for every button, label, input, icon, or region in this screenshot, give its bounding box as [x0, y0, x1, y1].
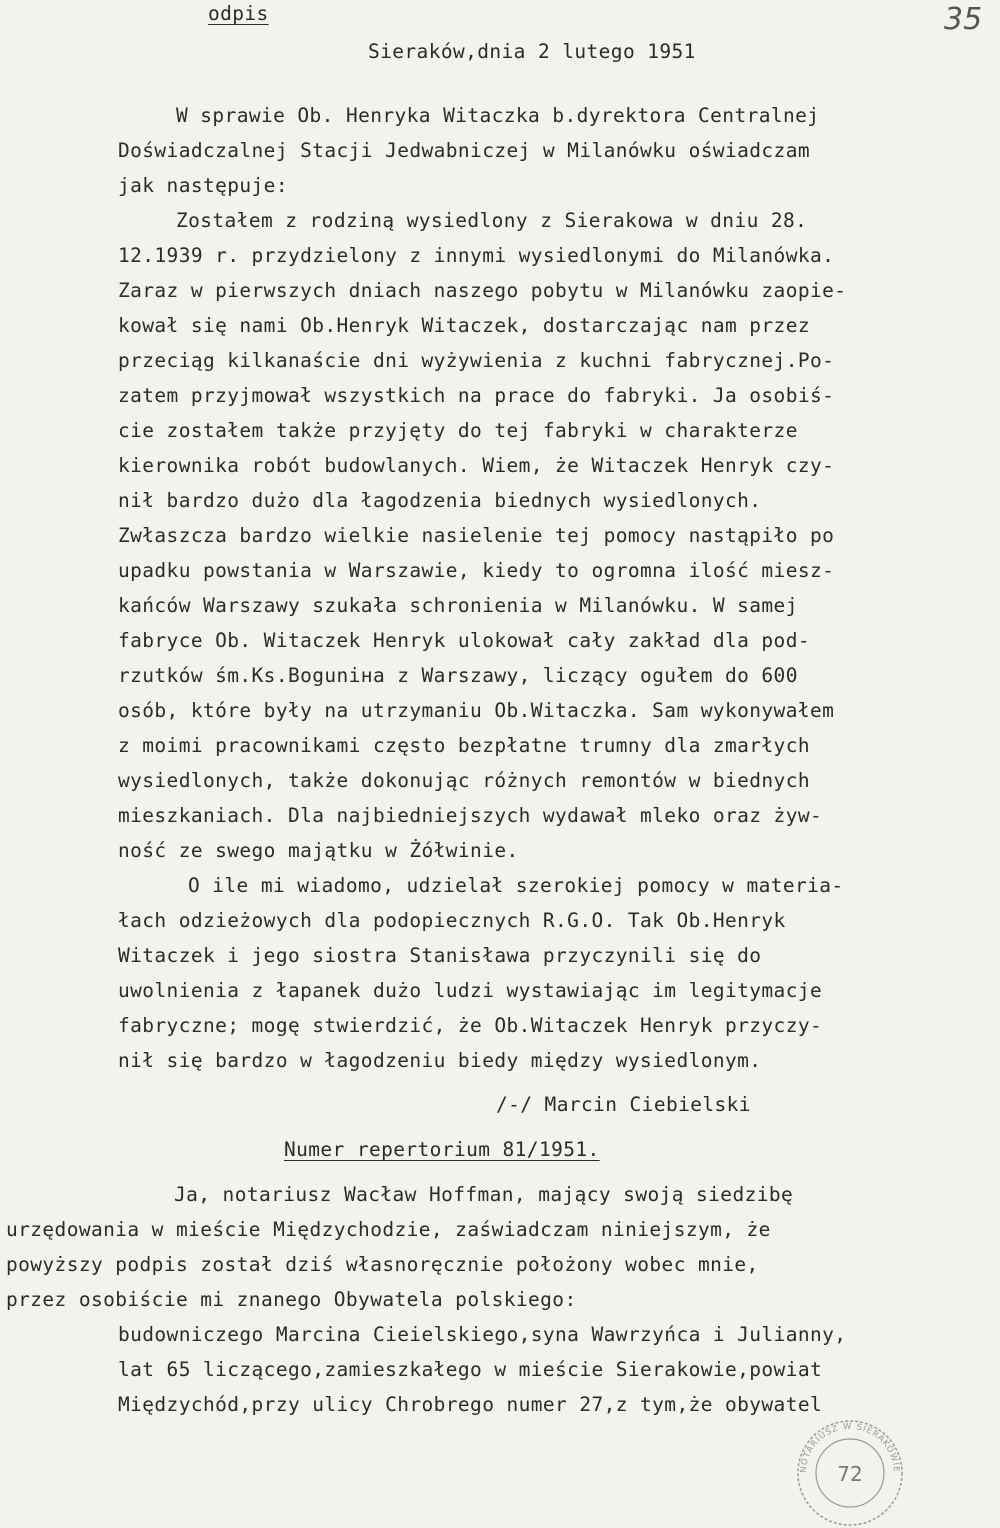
statement-line: cie zostałem także przyjęty do tej fabryki w charakterze	[118, 419, 798, 442]
statement-line: uwolnienia z łapanek dużo ludzi wystawiając im legitymacje	[118, 979, 823, 1002]
statement-line: 12.1939 r. przydzielony z innymi wysiedlonymi do Milanówka.	[118, 244, 835, 267]
statement-line: kował się nami Ob.Henryk Witaczek, dostarczając nam przez	[118, 314, 810, 337]
statement-line: fabryczne; mogę stwierdzić, że Ob.Witaczek Henryk przyczy-	[118, 1014, 823, 1037]
notary-stamp	[790, 1418, 910, 1528]
statement-line: Doświadczalnej Stacji Jedwabniczej w Milanówku oświadczam	[118, 139, 810, 162]
notary-line: urzędowania w mieście Międzychodzie, zaświadczam niniejszym, że	[6, 1218, 771, 1241]
signature: /-/ Marcin Ciebielski	[496, 1093, 751, 1116]
stamp-number: 72	[837, 1462, 863, 1486]
notary-line: lat 65 liczącego,zamieszkałego w mieście Sierakowie,powiat	[118, 1358, 823, 1381]
statement-line: zatem przyjmował wszystkich na prace do fabryki. Ja osobiś-	[118, 384, 835, 407]
statement-line: upadku powstania w Warszawie, kiedy to ogromna ilość miesz-	[118, 559, 835, 582]
notary-line: Międzychód,przy ulicy Chrobrego numer 27,z tym,że obywatel	[118, 1393, 823, 1416]
statement-line: nił bardzo dużo dla łagodzenia biednych wysiedlonych.	[118, 489, 762, 512]
statement-line: osób, które były na utrzymaniu Ob.Witaczka. Sam wykonywałem	[118, 699, 835, 722]
page-number: 35	[944, 2, 983, 37]
notary-line: powyższy podpis został dziś własnoręcznie położony wobec mnie,	[6, 1253, 759, 1276]
statement-line: Witaczek i jego siostra Stanisława przyczynili się do	[118, 944, 762, 967]
statement-line: ność ze swego majątku w Żółwinie.	[118, 839, 519, 862]
statement-line: Zwłaszcza bardzo wielkie nasielenie tej pomocy nastąpiło po	[118, 524, 835, 547]
statement-line: łach odzieżowych dla podopiecznych R.G.O. Tak Ob.Henryk	[118, 909, 786, 932]
statement-line: O ile mi wiadomo, udzielał szerokiej pomocy w materia-	[188, 874, 844, 897]
notary-line: Ja, notariusz Wacław Hoffman, mający swoją siedzibę	[174, 1183, 794, 1206]
statement-line: kierownika robót budowlanych. Wiem, że Witaczek Henryk czy-	[118, 454, 835, 477]
statement-line: mieszkaniach. Dla najbiedniejszych wydawał mleko oraz żyw-	[118, 804, 823, 827]
statement-line: Zaraz w pierwszych dniach naszego pobytu w Milanówku zaopie-	[118, 279, 847, 302]
stamp-ring-text: NOTARIUSZ W SIERAKOWIE	[798, 1421, 902, 1474]
statement-line: jak następuje:	[118, 174, 288, 197]
place-date: Sieraków,dnia 2 lutego 1951	[368, 40, 696, 63]
repertory-number: Numer repertorium 81/1951.	[284, 1138, 600, 1161]
notary-line: budowniczego Marcina Cieielskiego,syna Wawrzyńca i Julianny,	[118, 1323, 847, 1346]
statement-line: W sprawie Ob. Henryka Witaczka b.dyrektora Centralnej	[176, 104, 820, 127]
statement-line: kańców Warszawy szukała schronienia w Milanówku. W samej	[118, 594, 798, 617]
statement-line: nił się bardzo w łagodzeniu biedy między wysiedlonym.	[118, 1049, 762, 1072]
statement-line: rzutków śm.Ks.Boguniна z Warszawy, liczący ogułem do 600	[118, 664, 798, 687]
notary-line: przez osobiście mi znanego Obywatela polskiego:	[6, 1288, 577, 1311]
statement-line: wysiedlonych, także dokonując różnych remontów w biednych	[118, 769, 810, 792]
statement-line: Zostałem z rodziną wysiedlony z Sierakowa w dniu 28.	[176, 209, 808, 232]
statement-line: z moimi pracownikami często bezpłatne trumny dla zmarłych	[118, 734, 810, 757]
document-title: odpis	[208, 2, 269, 25]
statement-line: przeciąg kilkanaście dni wyżywienia z kuchni fabrycznej.Po-	[118, 349, 835, 372]
statement-line: fabryce Ob. Witaczek Henryk ulokował cały zakład dla pod-	[118, 629, 810, 652]
